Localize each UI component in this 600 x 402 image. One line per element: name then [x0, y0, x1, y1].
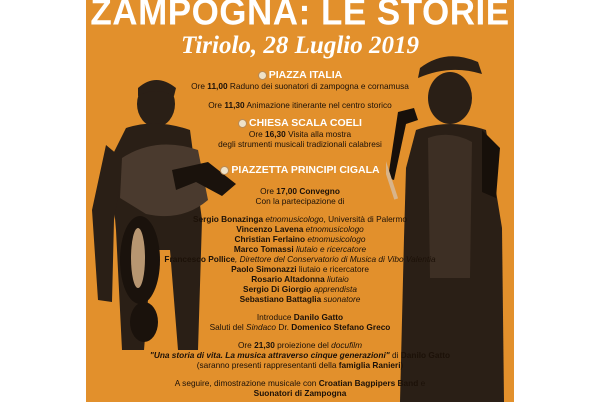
venue-name: PIAZZA ITALIA [268, 69, 343, 81]
speaker-line: Francesco Pollice, Direttore del Conservatorio di Musica di Vibo Valentia [164, 254, 436, 264]
program-line: (saranno presenti rappresentanti della famiglia Ranieri) [196, 360, 404, 370]
program-line: Ore 11,00 Raduno dei suonatori di zampogna e cornamusa [191, 81, 409, 91]
program-line: Suonatori di Zampogna [253, 388, 347, 398]
program-line: Ore 11,30 Animazione itinerante nel centro storico [208, 100, 392, 110]
program-line: Introduce Danilo Gatto [256, 312, 344, 322]
venue-piazzetta-principi-cigala [86, 164, 514, 176]
program-line: Ore 16,30 Visita alla mostra [248, 129, 352, 139]
program-line: "Una storia di vita. La musica attraverso cinque generazioni" di Danilo Gatto [149, 350, 451, 360]
location-dot-icon [220, 166, 229, 175]
speaker-line: Vincenzo Lavena etnomusicologo [236, 224, 364, 234]
program-line: Ore 21,30 proiezione del docufilm [237, 340, 363, 350]
speaker-line: Christian Ferlaino etnomusicologo [234, 234, 366, 244]
location-dot-icon [258, 71, 267, 80]
speaker-line: Rosario Altadonna liutaio [251, 274, 349, 284]
event-poster [86, 0, 514, 402]
program-line: A seguire, dimostrazione musicale con Croatian Bagpipers Band e [174, 378, 426, 388]
program-line: Saluti del Sindaco Dr. Domenico Stefano Greco [209, 322, 391, 332]
poster-title: ZAMPOGNA: LE STORIE [90, 0, 510, 33]
speaker-line: Sergio Bonazinga etnomusicologo, Università di Palermo [193, 214, 407, 224]
speaker-line: Sergio Di Giorgio apprendista [243, 284, 357, 294]
speaker-line: Sebastiano Battaglia suonatore [239, 294, 361, 304]
speaker-line: Paolo Simonazzi liutaio e ricercatore [231, 264, 369, 274]
event-date: Tiriolo, 28 Luglio 2019 [181, 32, 419, 59]
speaker-line: Marco Tomassi liutaio e ricercatore [233, 244, 367, 254]
venue-chiesa-scala-coeli [86, 117, 514, 129]
program-line: Con la partecipazione di [255, 196, 345, 206]
location-dot-icon [238, 119, 247, 128]
venue-piazza-italia [86, 69, 514, 81]
venue-name: PIAZZETTA PRINCIPI CIGALA [231, 164, 380, 176]
venue-name: CHIESA SCALA COELI [249, 117, 362, 129]
program-line: degli strumenti musicali tradizionali calabresi [218, 139, 382, 149]
program-line: Ore 17,00 Convegno [260, 186, 340, 196]
